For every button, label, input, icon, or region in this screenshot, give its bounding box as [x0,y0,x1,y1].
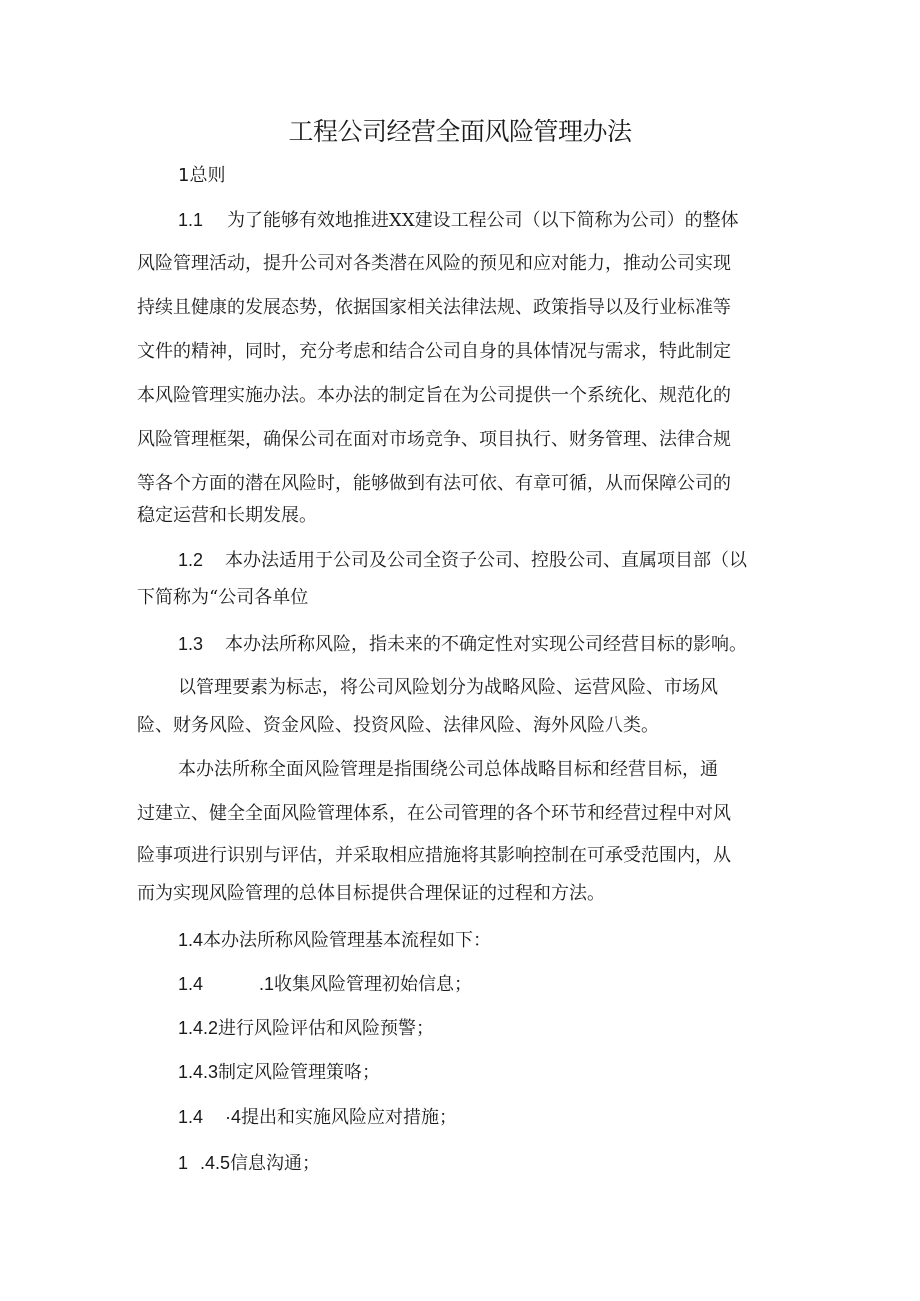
section-heading-text: 1总则 [178,165,226,186]
clause-number: 1.2 [178,550,204,570]
step-number-b: ·4 [225,1107,242,1127]
para-definition-line-3: 险事项进行识别与评估，并采取相应措施将其影响控制在可承受范围内，从 [137,845,731,866]
step-text: 收集风险管理初始信息； [274,974,473,995]
step-text: 制定风险管理策咯； [218,1062,381,1083]
para-1-1-line-3: 持续且健康的发展态势，依据国家相关法律法规、政策指导以及行业标准等 [137,297,731,318]
para-classify-line-1: 以管理要素为标志，将公司风险划分为战略风险、运营风险、市场风 [178,677,718,698]
para-1-1-line-7: 等各个方面的潜在风险时，能够做到有法可依、有章可循，从而保障公司的 [137,473,731,494]
step-number-b: .1 [259,974,275,994]
step-text: 进行风险评估和风险预警； [218,1018,435,1039]
para-1-1-line-1 [178,202,739,239]
clause-number: 1.3 [178,634,204,654]
clause-text: 本办法适用于公司及公司全资子公司、控股公司、直属项目部（以 [225,550,748,571]
clause-number: 1.4 [178,930,204,950]
clause-text: 为了能够有效地推进XX建设工程公司（以下简称为公司）的整体 [227,210,739,231]
step-number-b: .4.5 [200,1153,231,1173]
para-definition-line-1: 本办法所称全面风险管理是指围绕公司总体战略目标和经营目标，通 [178,759,718,780]
clause-text: 本办法所称风险，指未来的不确定性对实现公司经营目标的影响。 [225,634,748,655]
step-1-4-1 [178,966,472,1003]
para-definition-line-4: 而为实现风险管理的总体目标提供合理保证的过程和方法。 [137,883,605,904]
step-1-4-2 [178,1010,434,1047]
para-1-2-line-1 [178,542,747,579]
para-1-1-line-4: 文件的精神，同时，充分考虑和结合公司自身的具体情况与需求，特此制定 [137,341,731,362]
step-number: 1.4.2 [178,1018,219,1038]
clause-number: 1.1 [178,210,204,230]
step-text: 信息沟通； [230,1153,321,1174]
step-1-4-3 [178,1054,380,1091]
step-number-a: 1.4 [178,1107,204,1127]
para-1-1-line-8: 稳定运营和长期发展。 [137,505,317,526]
document-title: 工程公司经营全面风险管理办法 [288,117,632,146]
para-definition-line-2: 过建立、健全全面风险管理体系，在公司管理的各个环节和经营过程中对风 [137,803,731,824]
para-1-2-line-2: 下简称为“公司各单位 [137,587,309,608]
step-1-4-4 [178,1099,457,1136]
section-heading-general [178,158,225,194]
para-1-1-line-2: 风险管理活动，提升公司对各类潜在风险的预见和应对能力，推动公司实现 [137,253,731,274]
step-text: 提出和实施风险应对措施； [241,1107,458,1128]
step-number-a: 1 [178,1153,189,1173]
step-1-4-5 [178,1145,320,1182]
para-1-4 [178,922,491,959]
para-1-3 [178,626,747,663]
para-1-1-line-5: 本风险管理实施办法。本办法的制定旨在为公司提供一个系统化、规范化的 [137,385,731,406]
para-classify-line-2: 险、财务风险、资金风险、投资风险、法律风险、海外风险八类。 [137,715,659,736]
step-number-a: 1.4 [178,974,204,994]
clause-text: 本办法所称风险管理基本流程如下： [203,930,492,951]
step-number: 1.4.3 [178,1062,219,1082]
para-1-1-line-6: 风险管理框架，确保公司在面对市场竞争、项目执行、财务管理、法律合规 [137,429,731,450]
